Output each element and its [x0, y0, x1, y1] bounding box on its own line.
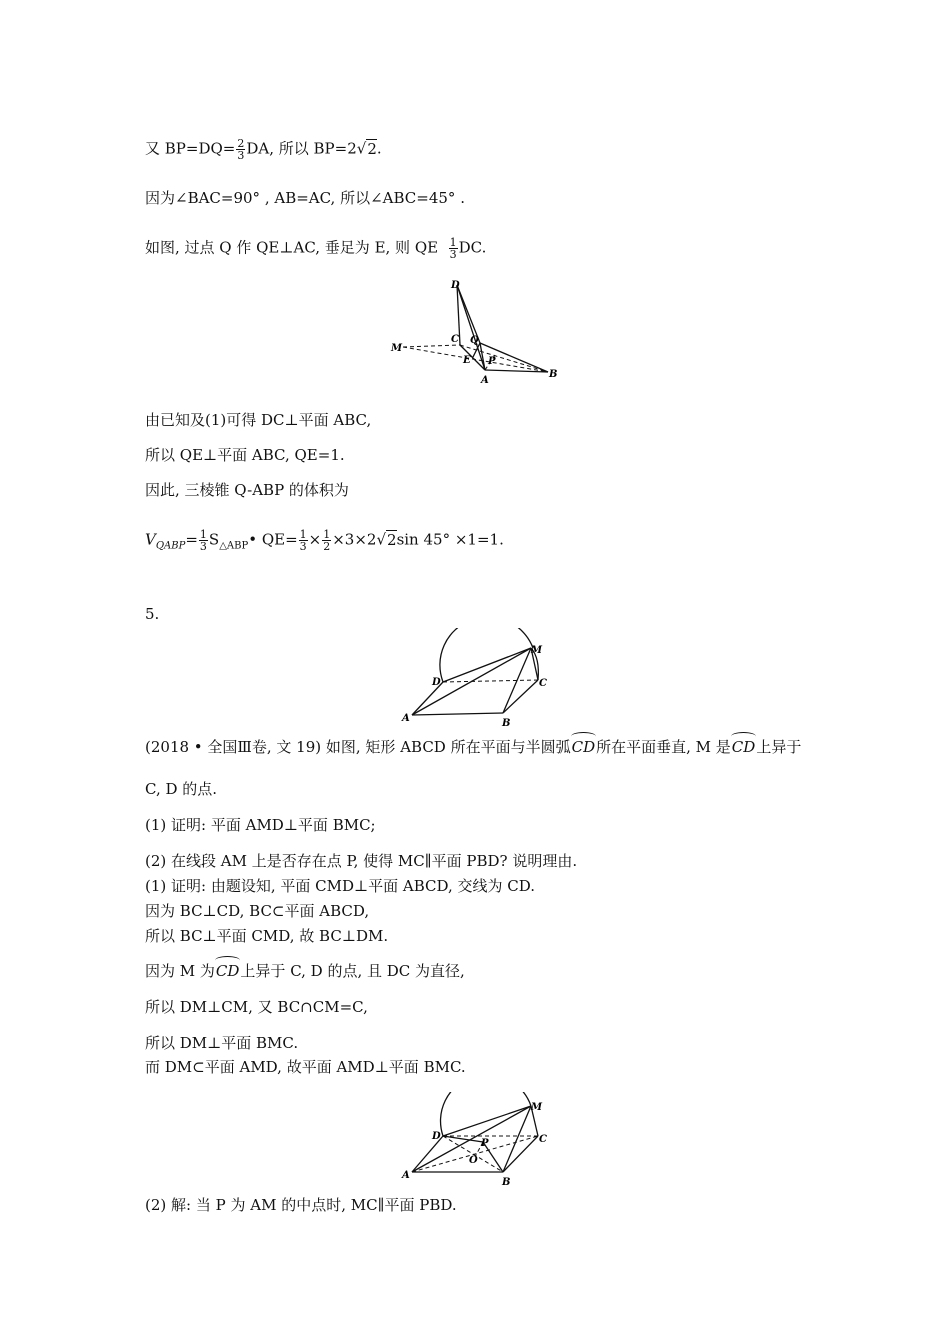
text-line: 因此, 三棱锥 Q-ABP 的体积为 — [145, 481, 349, 499]
problem-number: 5. — [145, 605, 160, 623]
text-line: C, D 的点. — [145, 780, 218, 798]
problem-statement: (2018 • 全国Ⅲ卷, 文 19) 如图, 矩形 ABCD 所在平面与半圆弧CD所在平面垂直, M 是CD上异于 — [145, 738, 802, 756]
label-A: A — [402, 713, 410, 724]
label-D: D — [451, 280, 460, 291]
label-O: O — [469, 1155, 478, 1166]
solution-line: 因为 BC⊥CD, BC⊂平面 ABCD, — [145, 902, 370, 920]
label-D: D — [432, 1131, 441, 1142]
label-C: C — [539, 678, 547, 689]
label-Q: Q — [470, 335, 479, 346]
label-M: M — [531, 645, 543, 656]
label-M: M — [531, 1102, 543, 1113]
label-C: C — [539, 1134, 547, 1145]
semicircle-figure — [398, 628, 556, 730]
label-M: M — [391, 343, 403, 354]
label-C: C — [451, 334, 459, 345]
solution-line: 而 DM⊂平面 AMD, 故平面 AMD⊥平面 BMC. — [145, 1058, 466, 1076]
label-P: P — [488, 356, 496, 367]
text-line: 所以 QE⊥平面 ABC, QE=1. — [145, 446, 345, 464]
question-2: (2) 在线段 AM 上是否存在点 P, 使得 MC∥平面 PBD? 说明理由. — [145, 852, 578, 870]
pyramid-figure — [385, 275, 570, 390]
label-B: B — [502, 718, 511, 729]
text-line: 由已知及(1)可得 DC⊥平面 ABC, — [145, 411, 372, 429]
midpoint-figure — [398, 1092, 556, 1188]
text-line: 又 BP=DQ= $\frac{2}{3}$ DA, 所以 BP=2√2. — [145, 137, 382, 162]
label-E: E — [463, 355, 471, 366]
solution-line: 因为 M 为CD上异于 C, D 的点, 且 DC 为直径, — [145, 962, 465, 980]
solution-line: 所以 DM⊥平面 BMC. — [145, 1034, 299, 1052]
label-B: B — [549, 369, 558, 380]
solution-line: 所以 DM⊥CM, 又 BC∩CM=C, — [145, 998, 368, 1016]
solution-line: 所以 BC⊥平面 CMD, 故 BC⊥DM. — [145, 927, 389, 945]
label-D: D — [432, 677, 441, 688]
label-B: B — [502, 1177, 511, 1188]
label-A: A — [481, 375, 489, 386]
solution-line: (2) 解: 当 P 为 AM 的中点时, MC∥平面 PBD. — [145, 1196, 457, 1214]
question-1: (1) 证明: 平面 AMD⊥平面 BMC; — [145, 816, 376, 834]
fraction: $\frac{2}{3}$ — [237, 137, 245, 162]
text-line: 因为∠BAC=90° , AB=AC, 所以∠ABC=45° . — [145, 189, 465, 207]
volume-formula: $V_{QABP}=$ $\frac{1}{3}$ $S_{\triangle ABP}•$ QE= $\frac{1}{3}$ × $\frac{1}{2}$ ×3×2√2sin 45° ×1=1. — [145, 528, 504, 553]
label-P: P — [481, 1138, 489, 1149]
solution-line: (1) 证明: 由题设知, 平面 CMD⊥平面 ABCD, 交线为 CD. — [145, 877, 536, 895]
fraction: $\frac{1}{3}$ — [449, 236, 457, 261]
text-line: 如图, 过点 Q 作 QE⊥AC, 垂足为 E, 则 QE $\frac{1}{3}$ DC. — [145, 236, 487, 261]
label-A: A — [402, 1170, 410, 1181]
